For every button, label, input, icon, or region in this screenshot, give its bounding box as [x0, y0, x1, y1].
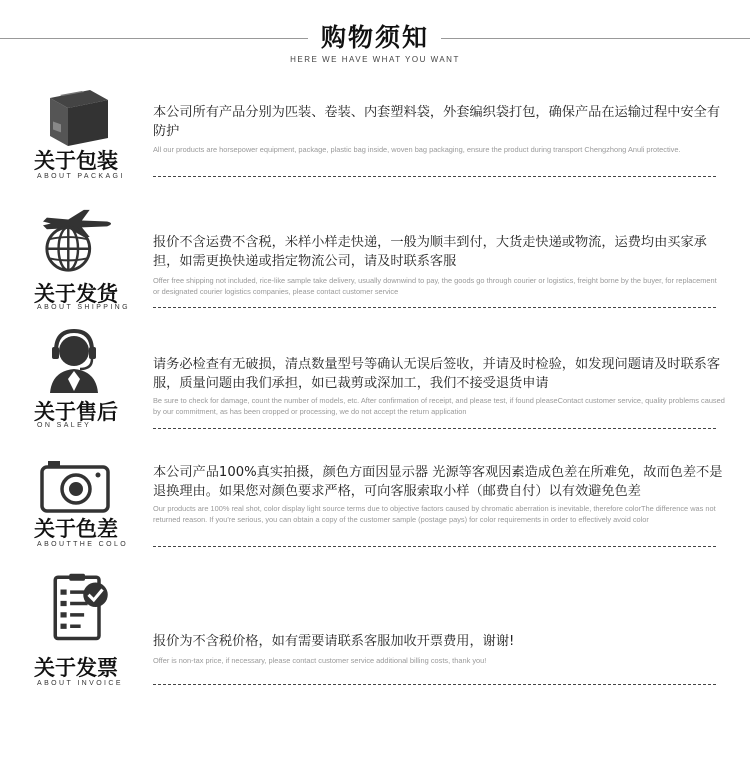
- section-text-cn: 报价不含运费不含税，米样小样走快递，一般为顺丰到付，大货走快递或物流，运费均由买家承担，如需更换快递或指定物流公司，请及时联系客服: [153, 235, 707, 269]
- header-divider-right: [441, 38, 750, 39]
- box-icon: [38, 80, 118, 150]
- section-divider: [153, 684, 716, 685]
- section-text-en: Offer is non-tax price, if necessary, please contact customer service additional billing costs, thank you!: [153, 656, 487, 665]
- section-text-cn: 请务必检查有无破损，清点数量型号等确认无误后签收，并请及时检验，如发现问题请及时联系客服，质量问题由我们承担，如已裁剪或深加工，我们不接受退货申请: [153, 357, 721, 391]
- section-divider: [153, 546, 716, 547]
- section-sublabel: ABOUT INVOICE: [37, 680, 123, 687]
- camera-icon: [38, 452, 118, 522]
- section-sublabel: ABOUT SHIPPING: [37, 304, 130, 311]
- section-divider: [153, 307, 716, 308]
- section-label: 关于发票: [34, 656, 118, 680]
- invoice-checklist-icon: [38, 572, 118, 642]
- section-text-en: All our products are horsepower equipment, package, plastic bag inside, woven bag packaging, ensure the product during transport Chengzhong Anuli protective.: [153, 145, 681, 154]
- page-title: 购物须知: [320, 23, 429, 52]
- section-sublabel: ON SALEY: [37, 422, 92, 429]
- section-text-cn: 本公司产品100%真实拍摄，颜色方面因显示器 光源等客观因素造成色差在所难免，故而色差不是退换理由。如果您对颜色要求严格，可向客服索取小样（邮费自付）以有效避免色差: [153, 465, 723, 499]
- section-label: 关于色差: [34, 517, 118, 541]
- section-label: 关于包装: [34, 149, 118, 173]
- page-header: [0, 0, 750, 70]
- customer-service-icon: [38, 325, 118, 395]
- section-text-en: Offer free shipping not included, rice-like sample take delivery, usually downwind to pay, the goods go through courier or logistics, freight borne by the buyer, for replacement or designated courier logistics companies, please contact customer service: [153, 276, 717, 296]
- airplane-globe-icon: [38, 204, 118, 274]
- section-label: 关于售后: [34, 400, 118, 424]
- section-text-en: Our products are 100% real shot, color display light source terms due to objective factors caused by chromatic aberration is inevitable, therefore colorThe difference was not returned reason. If you're serious, you can obtain a copy of the customer sample (postage pays) for color requirements in order to effectively avoid color: [153, 504, 716, 524]
- section-text-cn: 本公司所有产品分别为匹装、卷装、内套塑料袋，外套编织袋打包，确保产品在运输过程中安全有防护: [153, 105, 721, 139]
- section-divider: [153, 176, 716, 177]
- section-sublabel: ABOUTTHE COLO: [37, 541, 129, 548]
- section-label: 关于发货: [34, 282, 118, 306]
- section-text-en: Be sure to check for damage, count the number of models, etc. After confirmation of receipt, and please test, if found pleaseContact customer service, quality problems caused by our commitment, as has been cropped or processing, we do not accept the return application: [153, 396, 725, 416]
- page-subtitle: HERE WE HAVE WHAT YOU WANT: [290, 55, 460, 64]
- section-text-cn: 报价为不含税价格，如有需要请联系客服加收开票费用，谢谢!: [153, 634, 515, 649]
- section-sublabel: ABOUT PACKAGI: [37, 173, 125, 180]
- section-divider: [153, 428, 716, 429]
